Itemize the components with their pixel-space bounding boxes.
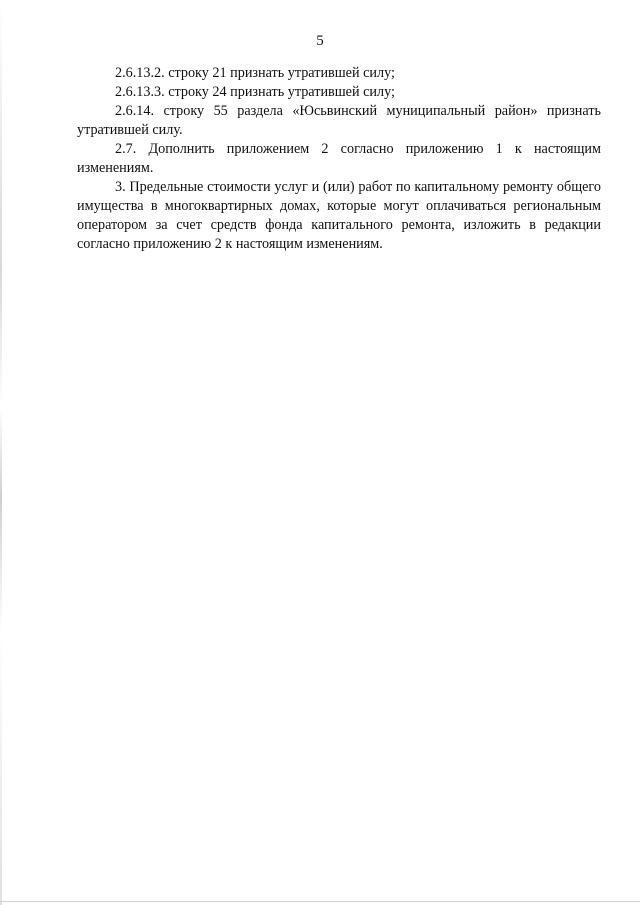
paragraph-2-6-14: 2.6.14. строку 55 раздела «Юсьвинский муниципальный район» признать утратившей силу. — [77, 103, 601, 138]
scan-edge-bottom — [0, 901, 640, 902]
paragraph-2-6-13-3: 2.6.13.3. строку 24 признать утратившей силу; — [115, 84, 395, 100]
paragraph-2-7: 2.7. Дополнить приложением 2 согласно приложению 1 к настоящим изменениям. — [77, 141, 601, 176]
scan-edge-left — [0, 0, 2, 905]
paragraph-2-6-13-2: 2.6.13.2. строку 21 признать утратившей силу; — [115, 65, 395, 81]
document-body — [77, 64, 601, 254]
page-number: 5 — [316, 33, 324, 49]
paragraph-3: 3. Предельные стоимости услуг и (или) работ по капитальному ремонту общего имущества в многоквартирных домах, которые могут оплачиваться региональным оператором за счет средств фонда капитального ремонта, изложить в редакции согласно приложению 2 к настоящим изменениям. — [77, 179, 601, 252]
